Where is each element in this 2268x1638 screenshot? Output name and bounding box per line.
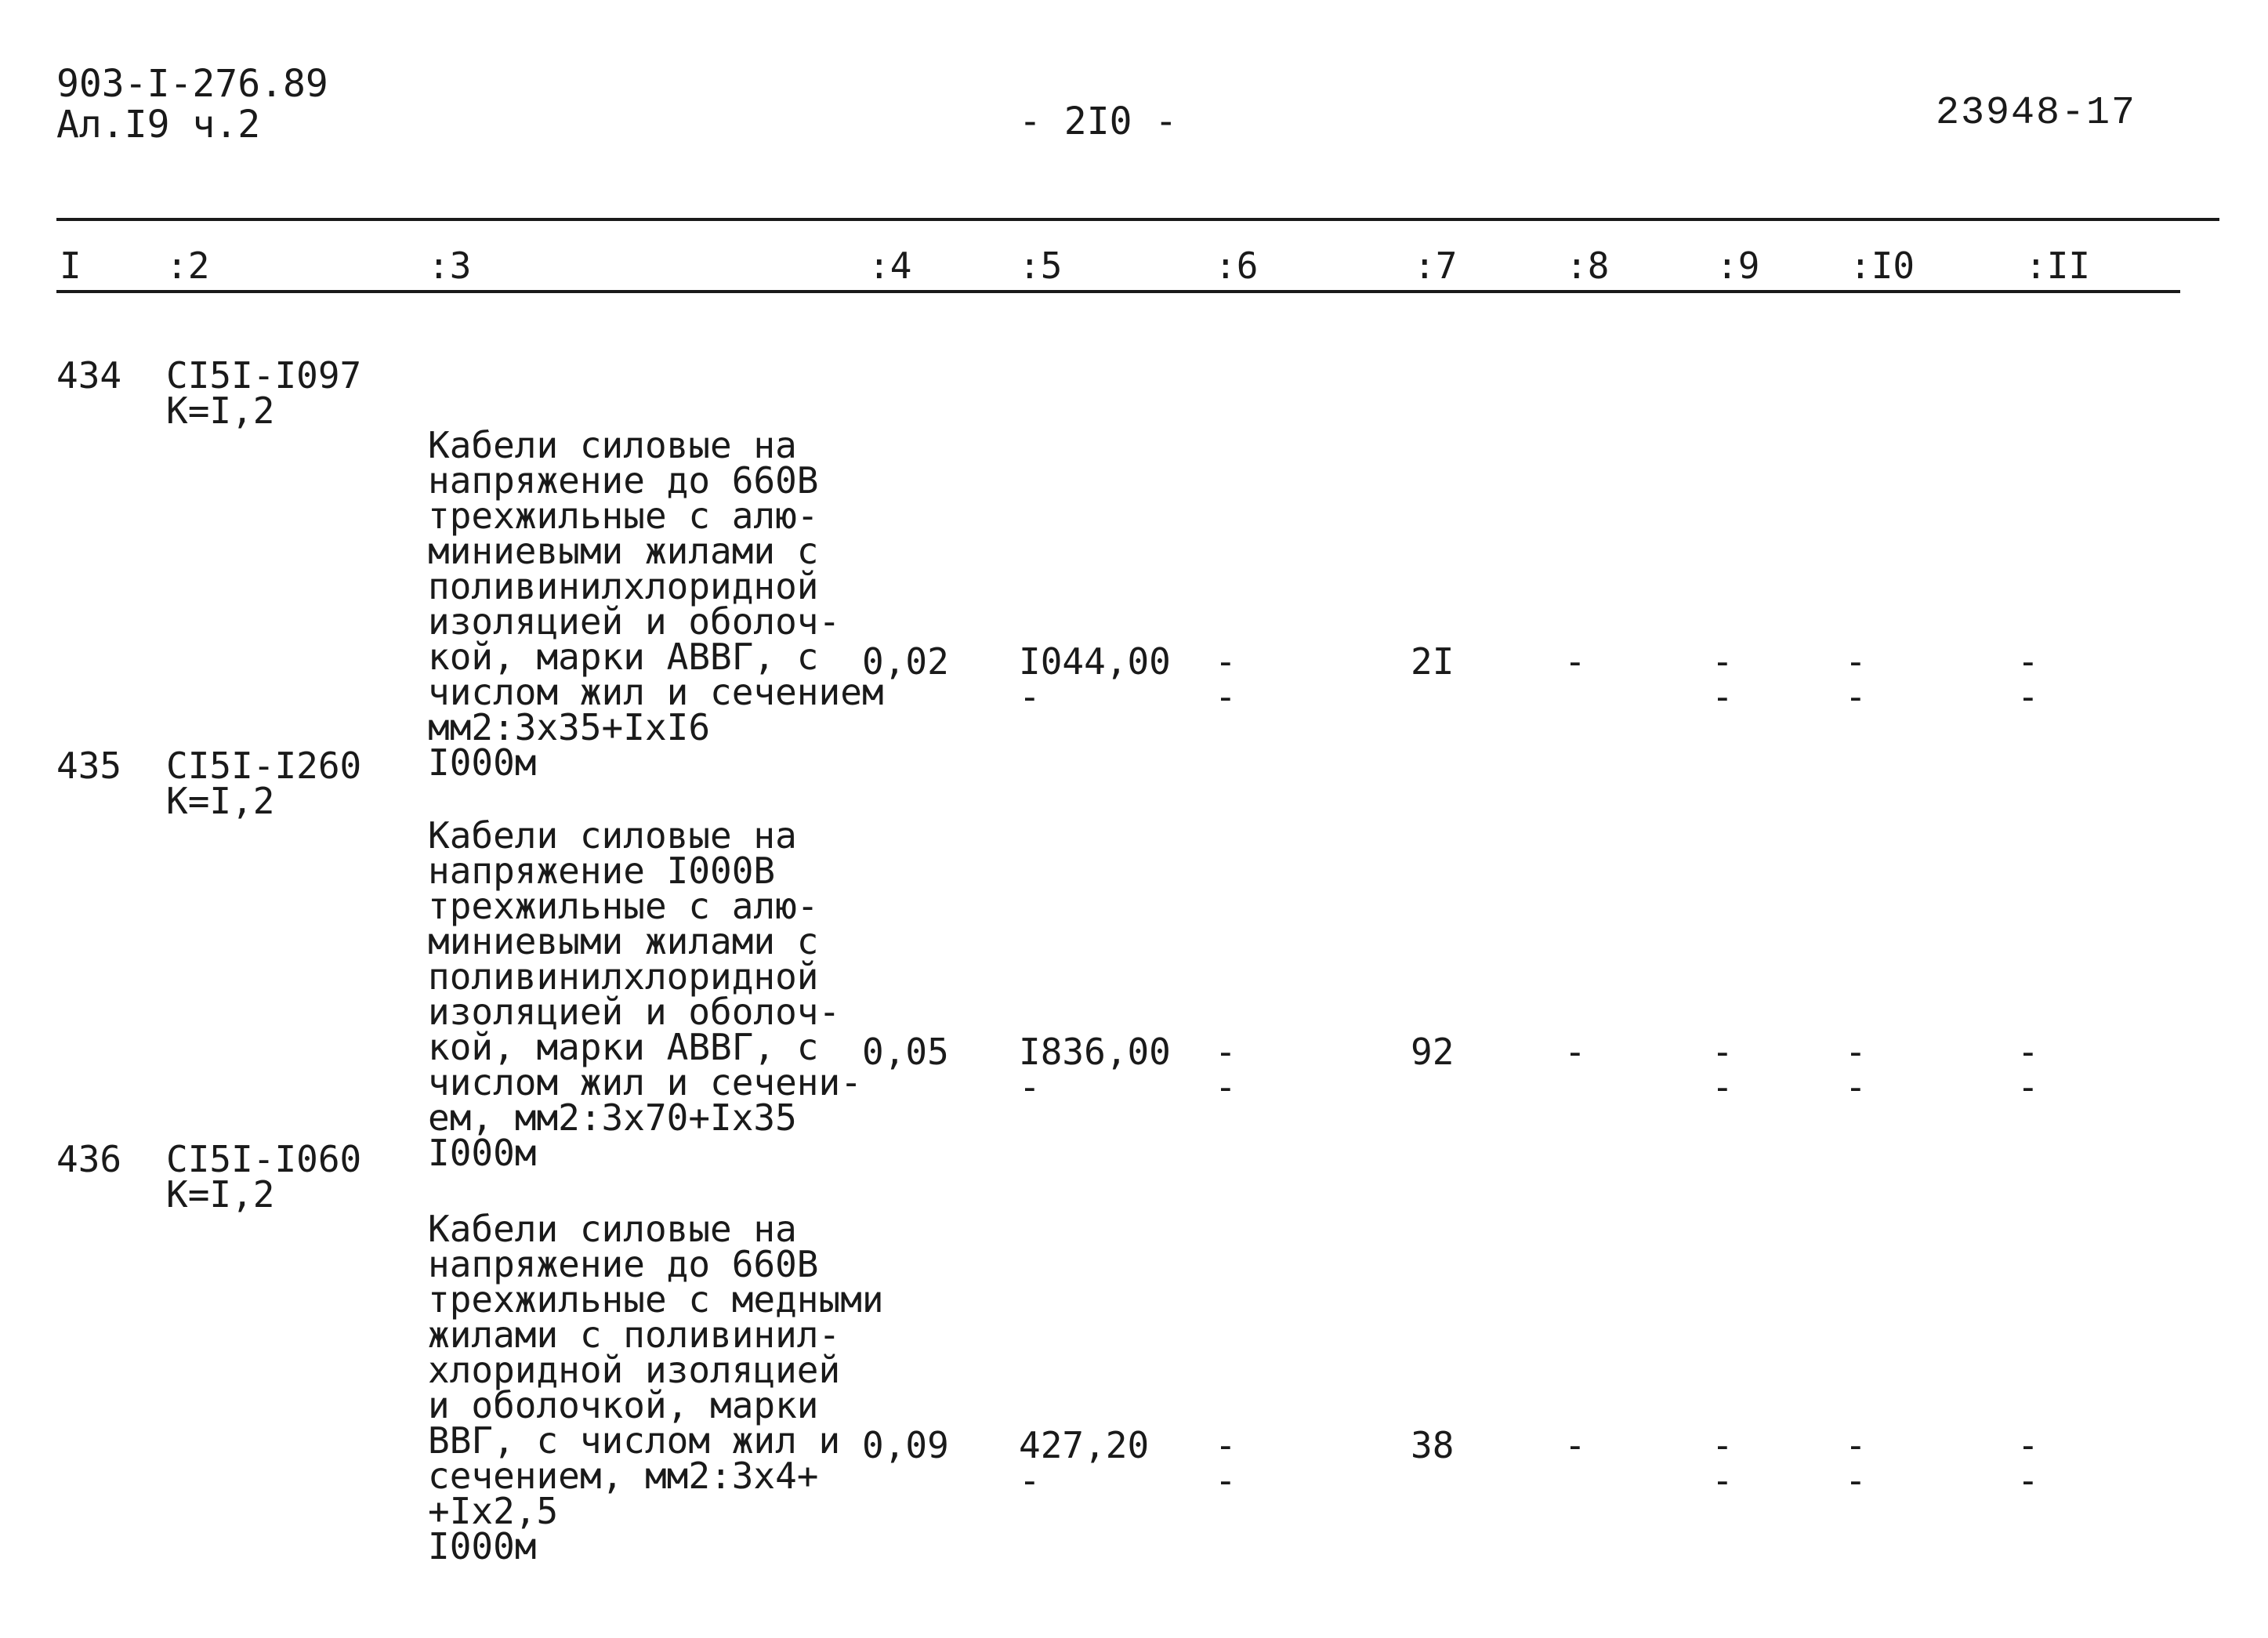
quantity-value: 0,02 <box>862 640 949 683</box>
col9-sub-value: - <box>1712 1459 1734 1502</box>
col9-sub-value: - <box>1712 676 1734 718</box>
item-description: Кабели силовые на напряжение I000В трехжильные с алю- миниевыми жилами с поливинилхлоридной изоляцией и оболоч- кой, марки АВВГ, с числом жил и сечени- ем, мм2:3х70+Iх35 I000м <box>428 814 862 1174</box>
col6-value: - <box>1215 1031 1237 1073</box>
column-header-4: :4 <box>868 245 912 287</box>
col8-value: - <box>1564 1031 1586 1073</box>
col8-value: - <box>1564 640 1586 683</box>
col6-sub-value: - <box>1215 1459 1237 1502</box>
coefficient: К=I,2 <box>166 1173 275 1216</box>
col10-value: - <box>1845 1424 1867 1466</box>
table-top-rule <box>56 218 2219 221</box>
col9-value: - <box>1712 1424 1734 1466</box>
col11-value: - <box>2017 1424 2039 1466</box>
column-header-8: :8 <box>1566 245 1610 287</box>
col6-value: - <box>1215 1424 1237 1466</box>
col10-value: - <box>1845 640 1867 683</box>
col9-value: - <box>1712 1031 1734 1073</box>
col5-sub-value: - <box>1019 1459 1041 1502</box>
column-header-6: :6 <box>1215 245 1259 287</box>
col5-sub-value: - <box>1019 676 1041 718</box>
total-cost-value: 2I <box>1411 640 1455 683</box>
coefficient: К=I,2 <box>166 390 275 432</box>
coefficient: К=I,2 <box>166 780 275 822</box>
norm-code: CI5I-I060 <box>166 1138 362 1180</box>
norm-code: CI5I-I260 <box>166 745 362 787</box>
column-header-5: :5 <box>1019 245 1063 287</box>
document-stamp: 23948-17 <box>1936 91 2137 136</box>
col5-sub-value: - <box>1019 1066 1041 1108</box>
item-description: Кабели силовые на напряжение до 660В трехжильные с медными жилами с поливинил- хлоридной изоляцией и оболочкой, марки ВВГ, с числом жил и сечением, мм2:3х4+ +Iх2,5 I000м <box>428 1208 884 1567</box>
col11-value: - <box>2017 1031 2039 1073</box>
column-header-7: :7 <box>1414 245 1458 287</box>
total-cost-value: 38 <box>1411 1424 1455 1466</box>
column-header-9: :9 <box>1716 245 1760 287</box>
total-cost-value: 92 <box>1411 1031 1455 1073</box>
unit-cost-value: I836,00 <box>1019 1031 1171 1073</box>
col10-value: - <box>1845 1031 1867 1073</box>
col11-sub-value: - <box>2017 1459 2039 1502</box>
column-header-11: :II <box>2025 245 2091 287</box>
col6-value: - <box>1215 640 1237 683</box>
column-header-10: :I0 <box>1850 245 1915 287</box>
col10-sub-value: - <box>1845 676 1867 718</box>
table-header-rule <box>56 290 2180 293</box>
col11-sub-value: - <box>2017 1066 2039 1108</box>
row-number: 436 <box>56 1138 122 1180</box>
document-code: 903-I-276.89 <box>56 62 328 106</box>
row-number: 435 <box>56 745 122 787</box>
col6-sub-value: - <box>1215 1066 1237 1108</box>
quantity-value: 0,05 <box>862 1031 949 1073</box>
column-header-1: I <box>60 245 82 287</box>
col9-value: - <box>1712 640 1734 683</box>
item-description: Кабели силовые на напряжение до 660В трехжильные с алю- миниевыми жилами с поливинилхлоридной изоляцией и оболоч- кой, марки АВВГ, с числом жил и сечением мм2:3х35+IхI6 I000м <box>428 424 884 784</box>
col9-sub-value: - <box>1712 1066 1734 1108</box>
col10-sub-value: - <box>1845 1459 1867 1502</box>
unit-cost-value: 427,20 <box>1019 1424 1150 1466</box>
row-number: 434 <box>56 354 122 397</box>
col11-value: - <box>2017 640 2039 683</box>
col8-value: - <box>1564 1424 1586 1466</box>
column-header-3: :3 <box>428 245 472 287</box>
col10-sub-value: - <box>1845 1066 1867 1108</box>
col11-sub-value: - <box>2017 676 2039 718</box>
col6-sub-value: - <box>1215 676 1237 718</box>
page-number: - 2I0 - <box>1019 100 1178 143</box>
sheet-label: Ал.I9 ч.2 <box>56 103 261 147</box>
norm-code: CI5I-I097 <box>166 354 362 397</box>
quantity-value: 0,09 <box>862 1424 949 1466</box>
unit-cost-value: I044,00 <box>1019 640 1171 683</box>
column-header-2: :2 <box>166 245 210 287</box>
